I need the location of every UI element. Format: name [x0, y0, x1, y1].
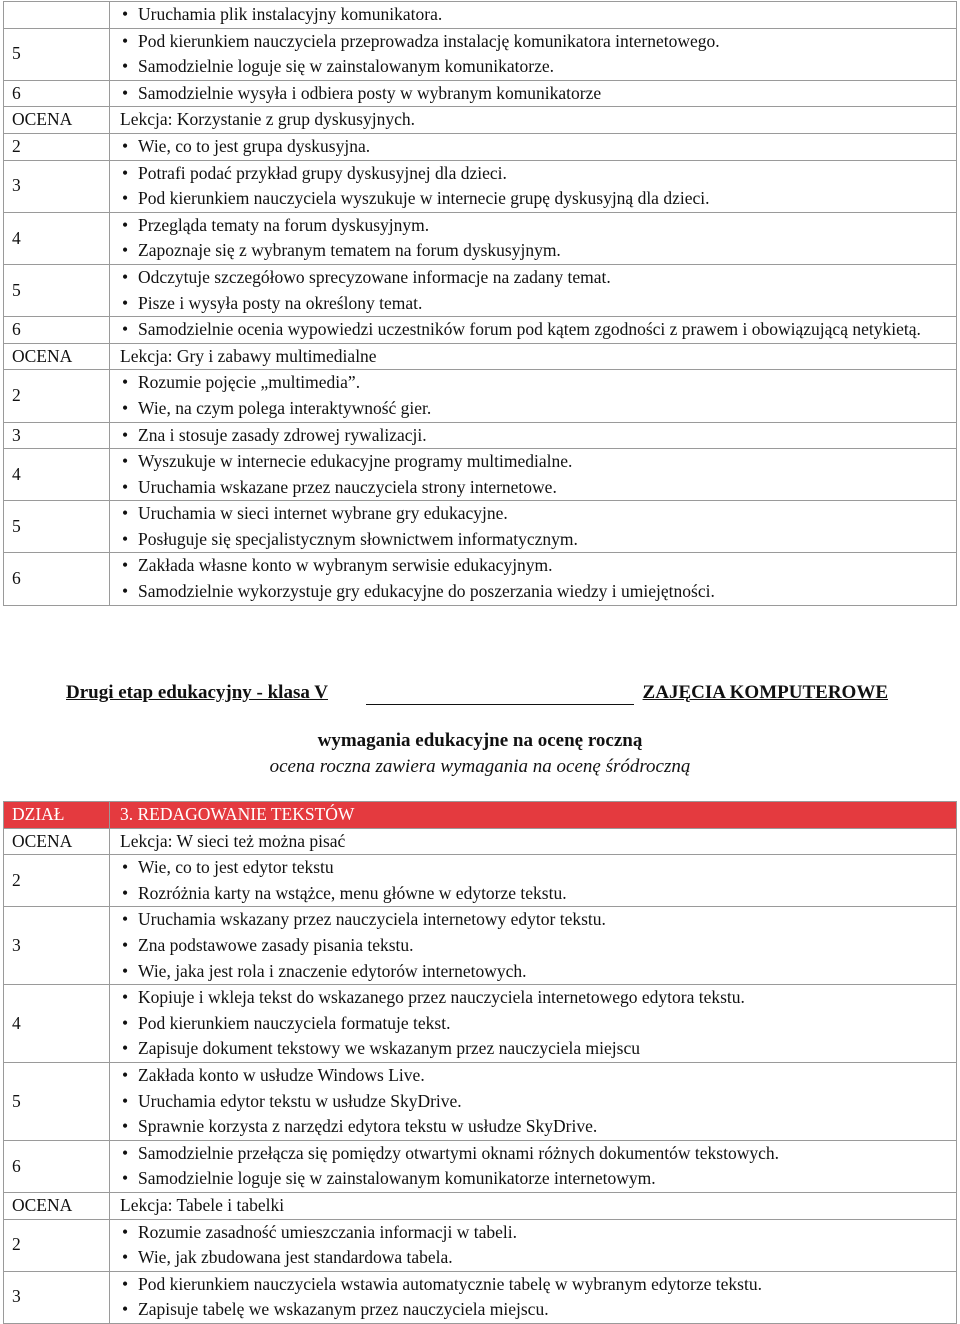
requirements-cell [110, 370, 957, 422]
requirements-cell [110, 317, 957, 344]
requirements-cell [110, 501, 957, 553]
grade-cell: 2 [4, 1219, 110, 1271]
requirement-item: • Pod kierunkiem nauczyciela formatuje tekst. [122, 1011, 952, 1037]
requirement-item: • Zakłada konto w usłudze Windows Live. [122, 1063, 952, 1089]
requirement-item: • Zapisuje tabelę we wskazanym przez nauczyciela miejscu. [122, 1297, 952, 1323]
requirement-item: • Wie, na czym polega interaktywność gier. [122, 396, 952, 422]
title-underline [366, 704, 634, 705]
requirement-item: • Pisze i wysyła posty na określony temat. [122, 291, 952, 317]
requirement-item: • Posługuje się specjalistycznym słownictwem informatycznym. [122, 527, 952, 553]
requirement-item: • Potrafi podać przykład grupy dyskusyjnej dla dzieci. [122, 161, 952, 187]
lesson-title: Lekcja: Tabele i tabelki [110, 1192, 957, 1219]
grade-header: OCENA [4, 343, 110, 370]
requirements-cell [110, 1062, 957, 1140]
requirement-item: • Wie, jaka jest rola i znaczenie edytorów internetowych. [122, 959, 952, 985]
requirements-note: ocena roczna zawiera wymagania na ocenę śródroczną [269, 756, 691, 777]
requirement-item: • Pod kierunkiem nauczyciela wyszukuje w internecie grupę dyskusyjną dla dzieci. [122, 186, 952, 212]
stage-title: Drugi etap edukacyjny - klasa V [66, 682, 328, 703]
requirements-cell [110, 80, 957, 107]
requirement-item: • Zakłada własne konto w wybranym serwisie edukacyjnym. [122, 553, 952, 579]
requirements-cell [110, 1219, 957, 1271]
requirements-cell [110, 449, 957, 501]
requirements-cell [110, 553, 957, 605]
requirements-cell [110, 2, 957, 29]
requirement-item: • Zapoznaje się z wybranym tematem na forum dyskusyjnym. [122, 238, 952, 264]
requirement-item: • Uruchamia w sieci internet wybrane gry edukacyjne. [122, 501, 952, 527]
requirement-item: • Rozumie zasadność umieszczania informacji w tabeli. [122, 1220, 952, 1246]
grade-row [4, 1062, 957, 1140]
grade-cell: 3 [4, 1271, 110, 1323]
grade-cell: 4 [4, 212, 110, 264]
requirements-cell [110, 160, 957, 212]
grade-row [4, 28, 957, 80]
requirements-cell [110, 422, 957, 449]
grade-row [4, 2, 957, 29]
subject-title: ZAJĘCIA KOMPUTEROWE [642, 682, 888, 703]
requirements-cell [110, 907, 957, 985]
grade-row [4, 449, 957, 501]
section-title: 3. REDAGOWANIE TEKSTÓW [110, 802, 957, 829]
requirements-cell [110, 264, 957, 316]
grade-cell [4, 2, 110, 29]
requirement-item: • Samodzielnie wysyła i odbiera posty w wybranym komunikatorze [122, 81, 952, 107]
grade-row [4, 422, 957, 449]
stage-title-row [66, 682, 888, 710]
grade-row [4, 855, 957, 907]
grade-cell: 4 [4, 985, 110, 1063]
requirement-item: • Samodzielnie loguje się w zainstalowanym komunikatorze internetowym. [122, 1166, 952, 1192]
requirements-heading: wymagania edukacyjne na ocenę roczną [317, 730, 643, 751]
requirement-item: • Wie, co to jest grupa dyskusyjna. [122, 134, 952, 160]
requirement-item: • Uruchamia wskazane przez nauczyciela strony internetowe. [122, 475, 952, 501]
lesson-header-row [4, 343, 957, 370]
grade-cell: 6 [4, 80, 110, 107]
requirements-table-2 [3, 801, 957, 1324]
requirement-item: • Samodzielnie wykorzystuje gry edukacyjne do poszerzania wiedzy i umiejętności. [122, 579, 952, 605]
lesson-title: Lekcja: W sieci też można pisać [110, 828, 957, 855]
grade-cell: 2 [4, 133, 110, 160]
grade-row [4, 212, 957, 264]
requirements-table-1 [3, 1, 957, 606]
grade-cell: 3 [4, 160, 110, 212]
grade-row [4, 501, 957, 553]
grade-cell: 5 [4, 28, 110, 80]
lesson-header-row [4, 107, 957, 134]
grade-cell: 5 [4, 501, 110, 553]
requirements-cell [110, 855, 957, 907]
requirement-item: • Uruchamia wskazany przez nauczyciela internetowy edytor tekstu. [122, 907, 952, 933]
requirement-item: • Wyszukuje w internecie edukacyjne programy multimedialne. [122, 449, 952, 475]
grade-cell: 6 [4, 317, 110, 344]
grade-header: OCENA [4, 107, 110, 134]
requirement-item: • Sprawnie korzysta z narzędzi edytora tekstu w usłudze SkyDrive. [122, 1114, 952, 1140]
grade-cell: 2 [4, 370, 110, 422]
lesson-title: Lekcja: Gry i zabawy multimedialne [110, 343, 957, 370]
requirements-cell [110, 212, 957, 264]
requirement-item: • Pod kierunkiem nauczyciela wstawia automatycznie tabelę w wybranym edytorze tekstu. [122, 1272, 952, 1298]
grade-row [4, 907, 957, 985]
requirements-cell [110, 133, 957, 160]
grade-header: OCENA [4, 828, 110, 855]
lesson-title: Lekcja: Korzystanie z grup dyskusyjnych. [110, 107, 957, 134]
grade-cell: 5 [4, 264, 110, 316]
requirement-item: • Samodzielnie przełącza się pomiędzy otwartymi oknami różnych dokumentów tekstowych. [122, 1141, 952, 1167]
lesson-header-row [4, 1192, 957, 1219]
lesson-header-row [4, 828, 957, 855]
grade-row [4, 553, 957, 605]
section-row [4, 802, 957, 829]
grade-cell: 3 [4, 422, 110, 449]
grade-row [4, 1219, 957, 1271]
requirement-item: • Rozumie pojęcie „multimedia”. [122, 370, 952, 396]
grade-row [4, 985, 957, 1063]
requirement-item: • Zna i stosuje zasady zdrowej rywalizacji. [122, 423, 952, 449]
requirement-item: • Samodzielnie loguje się w zainstalowanym komunikatorze. [122, 54, 952, 80]
grade-header: OCENA [4, 1192, 110, 1219]
requirement-item: • Zapisuje dokument tekstowy we wskazanym przez nauczyciela miejscu [122, 1036, 952, 1062]
requirement-item: • Zna podstawowe zasady pisania tekstu. [122, 933, 952, 959]
grade-row [4, 317, 957, 344]
requirement-item: • Kopiuje i wkleja tekst do wskazanego przez nauczyciela internetowego edytora tekstu. [122, 985, 952, 1011]
requirements-cell [110, 985, 957, 1063]
grade-row [4, 1140, 957, 1192]
requirement-item: • Wie, jak zbudowana jest standardowa tabela. [122, 1245, 952, 1271]
requirements-cell [110, 1140, 957, 1192]
requirement-item: • Uruchamia edytor tekstu w usłudze SkyDrive. [122, 1089, 952, 1115]
requirement-item: • Samodzielnie ocenia wypowiedzi uczestników forum pod kątem zgodności z prawem i obowiązującą netykietą. [122, 317, 952, 343]
requirement-item: • Odczytuje szczegółowo sprecyzowane informacje na zadany temat. [122, 265, 952, 291]
grade-cell: 3 [4, 907, 110, 985]
grade-cell: 2 [4, 855, 110, 907]
section-label: DZIAŁ [4, 802, 110, 829]
grade-row [4, 264, 957, 316]
grade-row [4, 80, 957, 107]
requirement-item: • Pod kierunkiem nauczyciela przeprowadza instalację komunikatora internetowego. [122, 29, 952, 55]
requirement-item: • Rozróżnia karty na wstążce, menu główne w edytorze tekstu. [122, 881, 952, 907]
grade-cell: 6 [4, 1140, 110, 1192]
grade-cell: 4 [4, 449, 110, 501]
grade-row [4, 370, 957, 422]
grade-row [4, 133, 957, 160]
requirement-item: • Wie, co to jest edytor tekstu [122, 855, 952, 881]
grade-row [4, 160, 957, 212]
requirement-item: • Uruchamia plik instalacyjny komunikatora. [122, 2, 952, 28]
requirement-item: • Przegląda tematy na forum dyskusyjnym. [122, 213, 952, 239]
requirements-cell [110, 28, 957, 80]
grade-cell: 5 [4, 1062, 110, 1140]
grade-cell: 6 [4, 553, 110, 605]
